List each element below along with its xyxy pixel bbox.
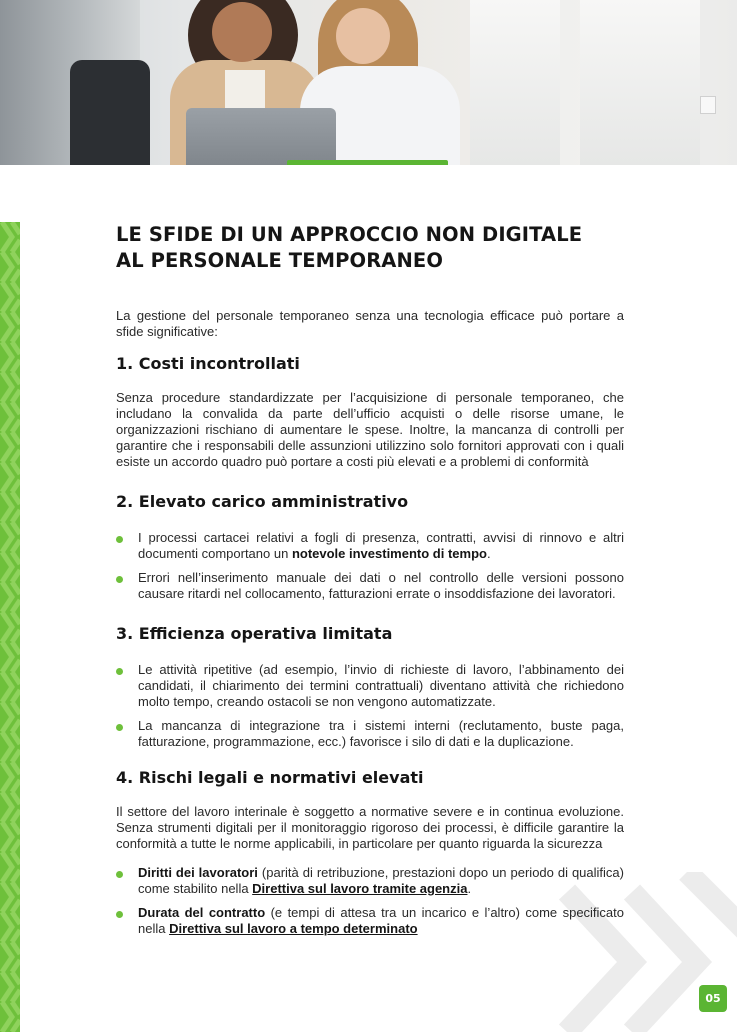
woman-face [212,2,272,62]
section-paragraph: Il settore del lavoro interinale è soggetto a normative severe e in continua evoluzione. Senza strumenti digitali per il monitoraggio rigoroso dei processi, è difficile garantire la conformità a tutte le norme applicabili, in particolare per quanto riguarda la sicurezza [116,804,624,851]
header-photo [0,0,737,165]
section-costs [116,354,624,470]
bullet-dot-icon [116,724,123,731]
list-item [116,662,624,710]
section-efficiency [116,624,624,750]
bullet-text: . [486,546,491,561]
accent-bar [287,160,448,165]
page-title-line: LE SFIDE DI UN APPROCCIO NON DIGITALE [116,223,583,246]
bullet-text: . [467,881,472,896]
bullet-list [116,865,624,937]
bullet-text: I processi cartacei relativi a fogli di presenza, contratti, avvisi di rinnovo e altri documenti comportano un [138,530,624,561]
page-title [116,222,624,274]
window [470,0,560,165]
bullet-list [116,662,624,750]
bullet-dot-icon [116,871,123,878]
list-item [116,530,624,562]
bullet-dot-icon [116,911,123,918]
bullet-list [116,530,624,602]
chevron-pattern-icon [0,222,20,1032]
wall-switch [700,96,716,114]
directive-link[interactable]: Direttiva sul lavoro tramite agenzia [252,881,468,896]
section-heading: 4. Rischi legali e normativi elevati [116,768,424,787]
office-chair [70,60,150,165]
section-heading: 1. Costi incontrollati [116,354,300,373]
bullet-dot-icon [116,668,123,675]
list-item [116,570,624,602]
bullet-dot-icon [116,536,123,543]
bullet-text: Le attività ripetitive (ad esempio, l’invio di richieste di lavoro, l’abbinamento dei candidati, il chiarimento dei termini contrattuali) diventano attività che richiedono molto tempo, creando ostacoli se non vengono automatizzate. [138,662,624,709]
bullet-bold-text: Diritti dei lavoratori [138,865,258,880]
section-heading: 2. Elevato carico amministrativo [116,492,409,511]
list-item [116,905,624,937]
section-legal-risks [116,768,624,937]
bullet-text: Errori nell’inserimento manuale dei dati o nel controllo delle versioni possono causare ritardi nel collocamento, fatturazioni errate o insoddisfazione dei lavoratori. [138,570,624,601]
bullet-bold-text: notevole investimento di tempo [291,546,487,561]
window [580,0,700,165]
list-item [116,865,624,897]
section-admin-load [116,492,624,602]
decorative-strip [0,222,20,1032]
section-heading: 3. Efficienza operativa limitata [116,624,393,643]
bullet-dot-icon [116,576,123,583]
bullet-text: (e tempi di attesa tra un incarico e l’altro) come specificato nella [138,905,625,936]
bullet-text: La mancanza di integrazione tra i sistemi interni (reclutamento, buste paga, fatturazione, programmazione, ecc.) favorisce i silo di dati e la duplicazione. [138,718,624,749]
page-title-line: AL PERSONALE TEMPORANEO [116,249,444,272]
main-content [116,222,624,945]
page-number: 05 [699,985,727,1012]
laptop [186,108,336,165]
woman-face [336,8,390,64]
list-item [116,718,624,750]
section-paragraph: Senza procedure standardizzate per l’acquisizione di personale temporaneo, che includano la convalida da parte dell’ufficio acquisti o delle risorse umane, le organizzazioni rischiano di aumentare le spese. Inoltre, la mancanza di controlli per garantire che i responsabili delle assunzioni utilizzino solo fornitori approvati con i quali esiste un accordo quadro può portare a costi più elevati e a problemi di conformità [116,390,624,469]
bullet-text: (parità di retribuzione, prestazioni dopo un periodo di qualifica) come stabilito nella [138,865,624,896]
directive-link[interactable]: Direttiva sul lavoro a tempo determinato [169,921,418,936]
intro-paragraph: La gestione del personale temporaneo senza una tecnologia efficace può portare a sfide significative: [116,308,624,339]
bullet-bold-text: Durata del contratto [138,905,266,920]
